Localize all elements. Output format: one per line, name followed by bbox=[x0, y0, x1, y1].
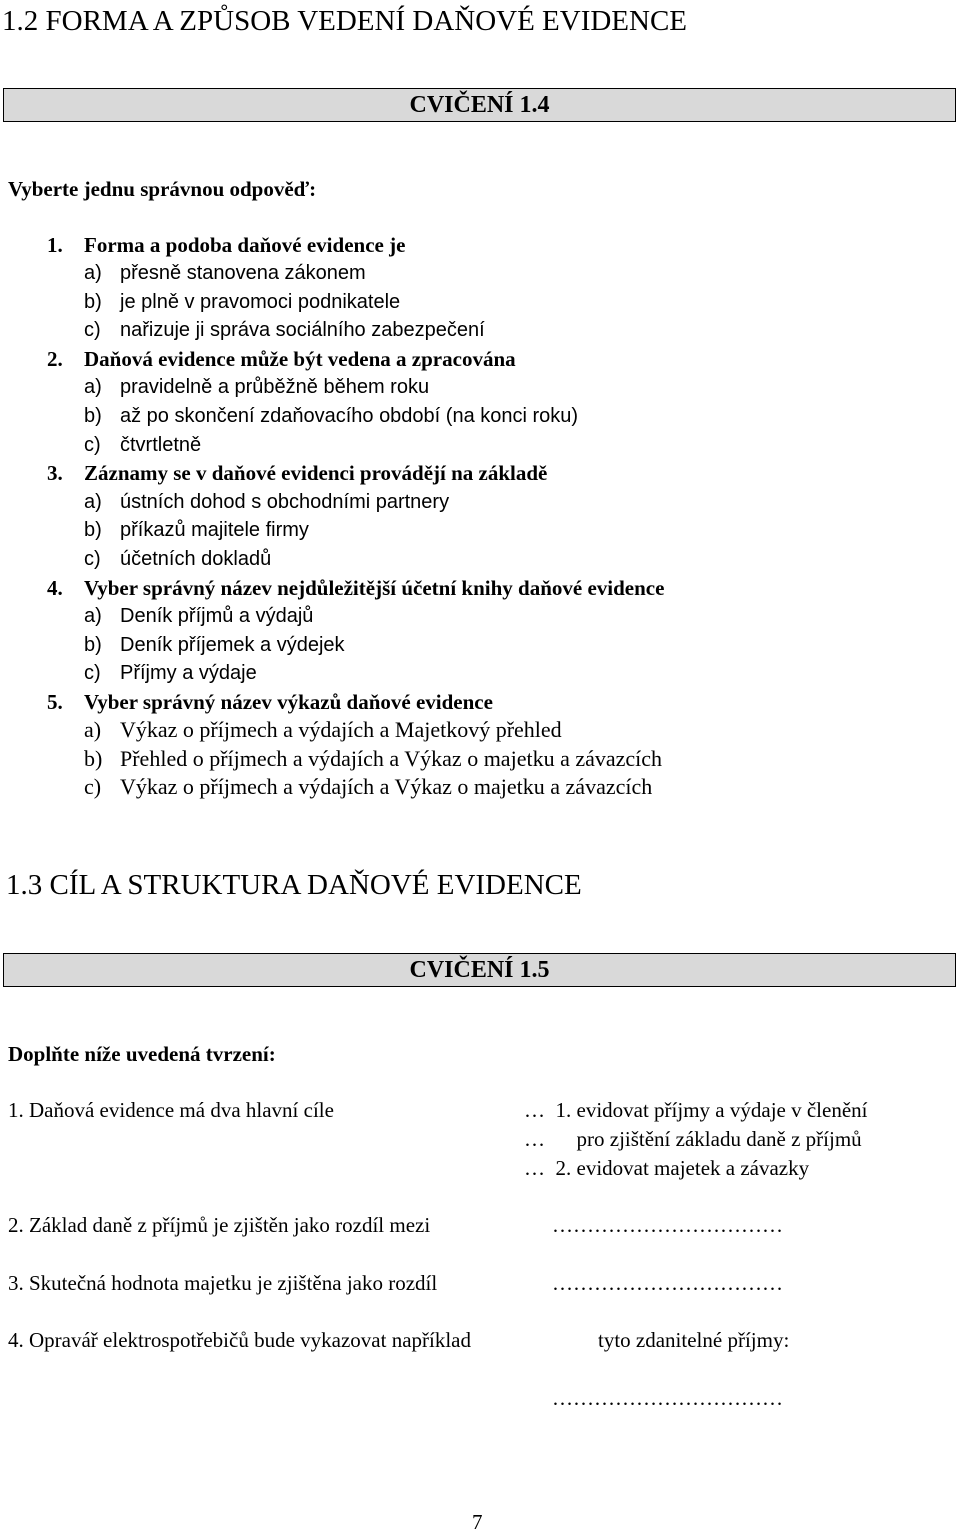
question-5-option-b: b) Přehled o příjmech a výdajích a Výkaz o majetku a závazcích bbox=[84, 746, 663, 771]
section-title: 1.3 CÍL A STRUKTURA DAŇOVÉ EVIDENCE bbox=[6, 869, 582, 901]
question-1-option-b: b) je plně v pravomoci podnikatele bbox=[84, 291, 401, 313]
statement-1-left: 1. Daňová evidence má dva hlavní cíle bbox=[8, 1098, 334, 1122]
statement-1-answer-3: … 2. evidovat majetek a závazky bbox=[524, 1156, 810, 1180]
exercise-header bbox=[3, 953, 956, 987]
statement-3-left: 3. Skutečná hodnota majetku je zjištěna jako rozdíl bbox=[8, 1271, 438, 1295]
question-3-option-a: a) ústních dohod s obchodními partnery bbox=[84, 491, 450, 513]
question-5: 5. Vyber správný název výkazů daňové evidence bbox=[47, 690, 493, 714]
question-4-option-a: a) Deník příjmů a výdajů bbox=[84, 605, 314, 627]
statement-3-blank: …………………………… bbox=[552, 1271, 783, 1295]
question-3-option-c: c) účetních dokladů bbox=[84, 548, 272, 570]
question-2-option-c: c) čtvrtletně bbox=[84, 434, 202, 456]
statement-4-right: tyto zdanitelné příjmy: bbox=[598, 1328, 790, 1352]
statement-1-answer-2: … pro zjištění základu daně z příjmů bbox=[524, 1127, 862, 1151]
page-number: 7 bbox=[472, 1510, 483, 1534]
question-4: 4. Vyber správný název nejdůležitější účetní knihy daňové evidence bbox=[47, 576, 665, 600]
question-3-option-b: b) příkazů majitele firmy bbox=[84, 519, 309, 541]
statement-4-blank: …………………………… bbox=[552, 1386, 783, 1410]
question-1-option-a: a) přesně stanovena zákonem bbox=[84, 262, 366, 284]
question-5-option-c: c) Výkaz o příjmech a výdajích a Výkaz o majetku a závazcích bbox=[84, 774, 653, 799]
question-4-option-c: c) Příjmy a výdaje bbox=[84, 662, 257, 684]
question-5-option-a: a) Výkaz o příjmech a výdajích a Majetkový přehled bbox=[84, 717, 562, 742]
section-title: 1.2 FORMA A ZPŮSOB VEDENÍ DAŇOVÉ EVIDENCE bbox=[2, 5, 688, 37]
instruction: Vyberte jednu správnou odpověď: bbox=[8, 177, 317, 201]
question-2-option-b: b) až po skončení zdaňovacího období (na konci roku) bbox=[84, 405, 579, 427]
question-2-option-a: a) pravidelně a průběžně během roku bbox=[84, 376, 430, 398]
question-2: 2. Daňová evidence může být vedena a zpracována bbox=[47, 347, 516, 371]
exercise-label: CVIČENÍ 1.4 bbox=[409, 91, 550, 118]
statement-2-blank: …………………………… bbox=[552, 1213, 783, 1237]
question-1: 1. Forma a podoba daňové evidence je bbox=[47, 233, 406, 257]
question-4-option-b: b) Deník příjemek a výdejek bbox=[84, 634, 345, 656]
statement-2-left: 2. Základ daně z příjmů je zjištěn jako rozdíl mezi bbox=[8, 1213, 431, 1237]
question-3: 3. Záznamy se v daňové evidenci provádějí na základě bbox=[47, 461, 548, 485]
statement-4-left: 4. Opravář elektrospotřebičů bude vykazovat například bbox=[8, 1328, 471, 1352]
exercise-label: CVIČENÍ 1.5 bbox=[409, 956, 550, 983]
exercise-header bbox=[3, 88, 956, 122]
instruction: Doplňte níže uvedená tvrzení: bbox=[8, 1042, 276, 1066]
statement-1-answer-1: … 1. evidovat příjmy a výdaje v členění bbox=[524, 1098, 868, 1122]
question-1-option-c: c) nařizuje ji správa sociálního zabezpečení bbox=[84, 319, 485, 341]
